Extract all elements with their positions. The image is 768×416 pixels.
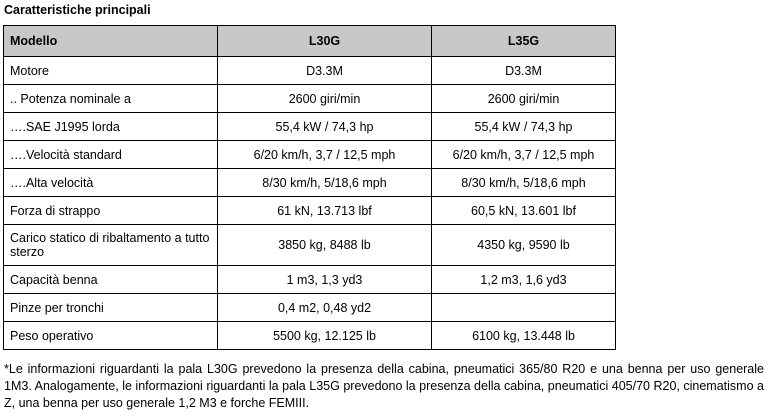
row-label: ….SAE J1995 lorda [4,113,218,141]
table-row [4,266,616,294]
cell-l35g: 1,2 m3, 1,6 yd3 [432,266,616,294]
row-label: Forza di strappo [4,197,218,225]
cell-l35g: 8/30 km/h, 5/18,6 mph [432,169,616,197]
table-row [4,141,616,169]
cell-l35g: 55,4 kW / 74,3 hp [432,113,616,141]
table-row [4,113,616,141]
cell-l35g: 6/20 km/h, 3,7 / 12,5 mph [432,141,616,169]
cell-l30g: 61 kN, 13.713 lbf [218,197,432,225]
table-row [4,294,616,322]
row-label: ….Alta velocità [4,169,218,197]
specifications-table [3,25,616,350]
page-title: Caratteristiche principali [4,3,151,17]
table-header-row [4,26,616,57]
table-row [4,322,616,350]
cell-l30g: 2600 giri/min [218,85,432,113]
cell-l30g: 55,4 kW / 74,3 hp [218,113,432,141]
row-label: Pinze per tronchi [4,294,218,322]
table-row [4,225,616,266]
row-label: ….Velocità standard [4,141,218,169]
cell-l30g: 5500 kg, 12.125 lb [218,322,432,350]
cell-l30g: 6/20 km/h, 3,7 / 12,5 mph [218,141,432,169]
row-label: Capacità benna [4,266,218,294]
row-label: Motore [4,57,218,85]
table-row [4,197,616,225]
cell-l30g: 3850 kg, 8488 lb [218,225,432,266]
cell-l30g: 0,4 m2, 0,48 yd2 [218,294,432,322]
cell-l30g: 1 m3, 1,3 yd3 [218,266,432,294]
header-model-label: Modello [4,26,218,57]
table-row [4,169,616,197]
cell-l35g: 4350 kg, 9590 lb [432,225,616,266]
cell-l30g: D3.3M [218,57,432,85]
table-row [4,85,616,113]
row-label: Carico statico di ribaltamento a tutto sterzo [4,225,218,266]
cell-l35g: 60,5 kN, 13.601 lbf [432,197,616,225]
cell-l35g: D3.3M [432,57,616,85]
cell-l35g [432,294,616,322]
cell-l35g: 6100 kg, 13.448 lb [432,322,616,350]
cell-l30g: 8/30 km/h, 5/18,6 mph [218,169,432,197]
footnote: *Le informazioni riguardanti la pala L30G prevedono la presenza della cabina, pneumatici 365/80 R20 e una benna per uso generale 1M3. Analogamente, le informazioni riguardanti la pala L35G prevedono la presenza della cabina, pneumatici 405/70 R20, cinematismo a Z, una benna per uso generale 1,2 M3 e forche FEMIII. [4,362,764,410]
header-l35g: L35G [432,26,616,57]
table-row [4,57,616,85]
cell-l35g: 2600 giri/min [432,85,616,113]
header-l30g: L30G [218,26,432,57]
row-label: Peso operativo [4,322,218,350]
row-label: .. Potenza nominale a [4,85,218,113]
